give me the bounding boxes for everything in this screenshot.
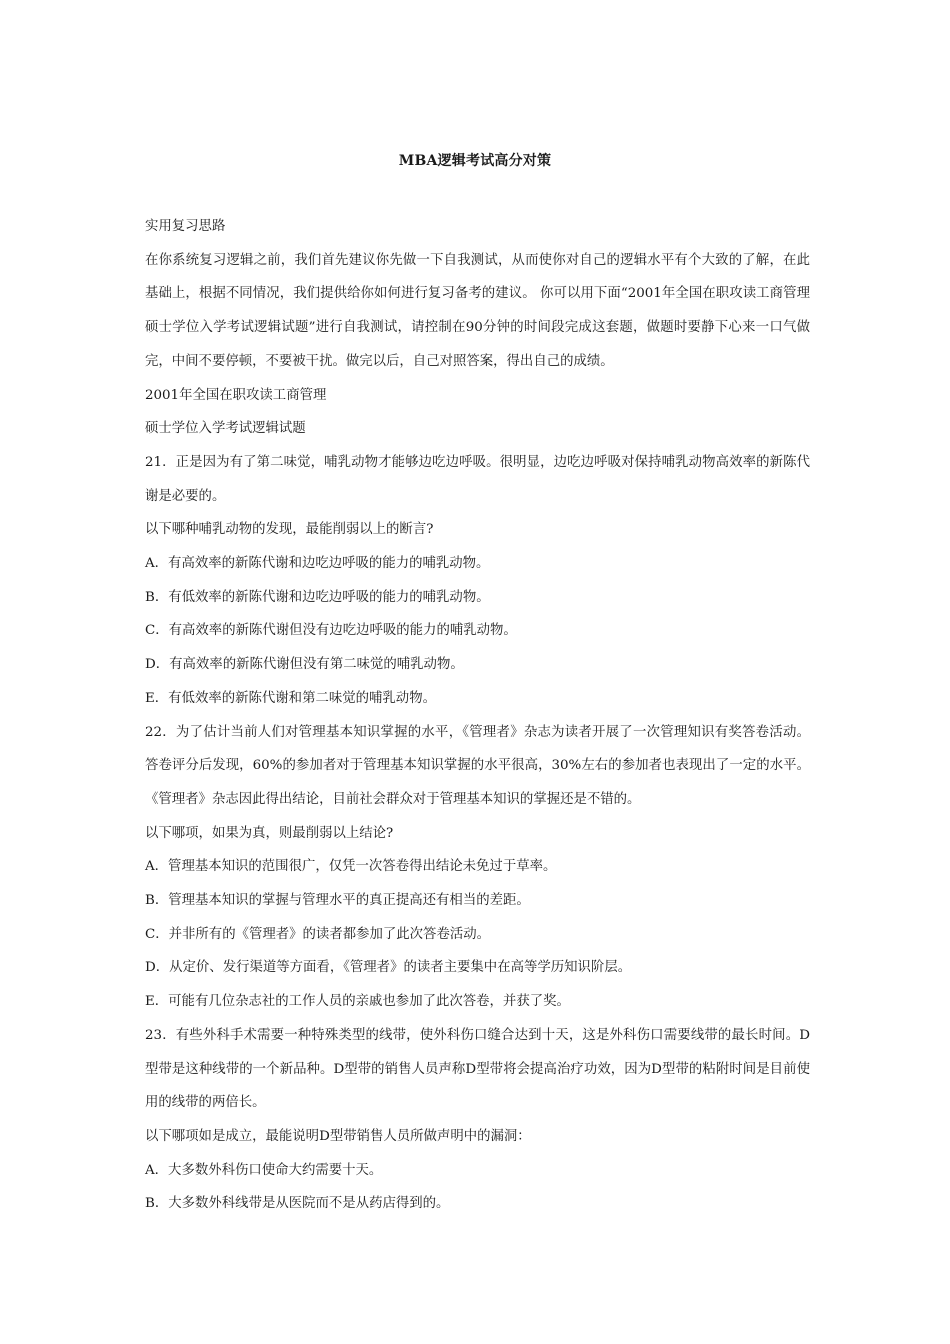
exam-title-line-1: 2001年全国在职攻读工商管理: [145, 387, 327, 403]
option-e: E．可能有几位杂志社的工作人员的亲戚也参加了此次答卷，并获了奖。: [145, 994, 570, 1010]
question-prompt: 以下哪项，如果为真，则最削弱以上结论?: [145, 825, 394, 841]
option-b: B．大多数外科线带是从医院而不是从药店得到的。: [145, 1196, 450, 1212]
intro-paragraph: 在你系统复习逻辑之前，我们首先建议你先做一下自我测试，从而使你对自己的逻辑水平有个大致的了解，在此基础上，根据不同情况，我们提供给你如何进行复习备考的建议。 你可以用下面“2001年全国在职攻读工商管理硕士学位入学考试逻辑试题”进行自我测试，请控制在90分钟的时间段完成这套题，做题时要静下心来一口气做完，中间不要停顿，不要被干扰。做完以后，自己对照答案，得出自己的成绩。: [145, 252, 810, 369]
option-a: A．管理基本知识的范围很广，仅凭一次答卷得出结论未免过于草率。: [145, 859, 557, 875]
option-c: C．有高效率的新陈代谢但没有边吃边呼吸的能力的哺乳动物。: [145, 623, 517, 639]
section-heading: 实用复习思路: [145, 219, 226, 234]
question-23: [145, 1019, 810, 1221]
option-b: B．管理基本知识的掌握与管理水平的真正提高还有相当的差距。: [145, 893, 530, 909]
question-stem: 21．正是因为有了第二味觉，哺乳动物才能够边吃边呼吸。很明显，边吃边呼吸对保持哺乳动物高效率的新陈代谢是必要的。: [145, 454, 810, 504]
option-d: D．从定价、发行渠道等方面看，《管理者》的读者主要集中在高等学历知识阶层。: [145, 960, 632, 976]
document-title: MBA逻辑考试高分对策: [398, 153, 552, 169]
option-e: E．有低效率的新陈代谢和第二味觉的哺乳动物。: [145, 690, 436, 706]
option-d: D．有高效率的新陈代谢但没有第二味觉的哺乳动物。: [145, 657, 464, 673]
option-a: A．大多数外科伤口使命大约需要十天。: [145, 1162, 383, 1178]
exam-title-line-2: 硕士学位入学考试逻辑试题: [145, 421, 306, 437]
question-prompt: 以下哪种哺乳动物的发现，最能削弱以上的断言?: [145, 522, 434, 538]
question-stem: 22．为了估计当前人们对管理基本知识掌握的水平，《管理者》杂志为读者开展了一次管理知识有奖答卷活动。答卷评分后发现，60%的参加者对于管理基本知识掌握的水平很高，30%左右的参加者也表现出了一定的水平。《管理者》杂志因此得出结论，目前社会群众对于管理基本知识的掌握还是不错的。: [145, 724, 810, 807]
document-body: [145, 210, 810, 1221]
question-22: [145, 716, 810, 1019]
option-a: A．有高效率的新陈代谢和边吃边呼吸的能力的哺乳动物。: [145, 556, 490, 572]
option-b: B．有低效率的新陈代谢和边吃边呼吸的能力的哺乳动物。: [145, 589, 490, 605]
option-c: C．并非所有的《管理者》的读者都参加了此次答卷活动。: [145, 926, 491, 942]
question-prompt: 以下哪项如是成立，最能说明D型带销售人员所做声明中的漏洞：: [145, 1128, 531, 1144]
question-stem: 23．有些外科手术需要一种特殊类型的线带，使外科伤口缝合达到十天，这是外科伤口需要线带的最长时间。D型带是这种线带的一个新品种。D型带的销售人员声称D型带将会提高治疗功效，因为D型带的粘附时间是目前使用的线带的两倍长。: [145, 1027, 810, 1111]
question-21: [145, 446, 810, 716]
